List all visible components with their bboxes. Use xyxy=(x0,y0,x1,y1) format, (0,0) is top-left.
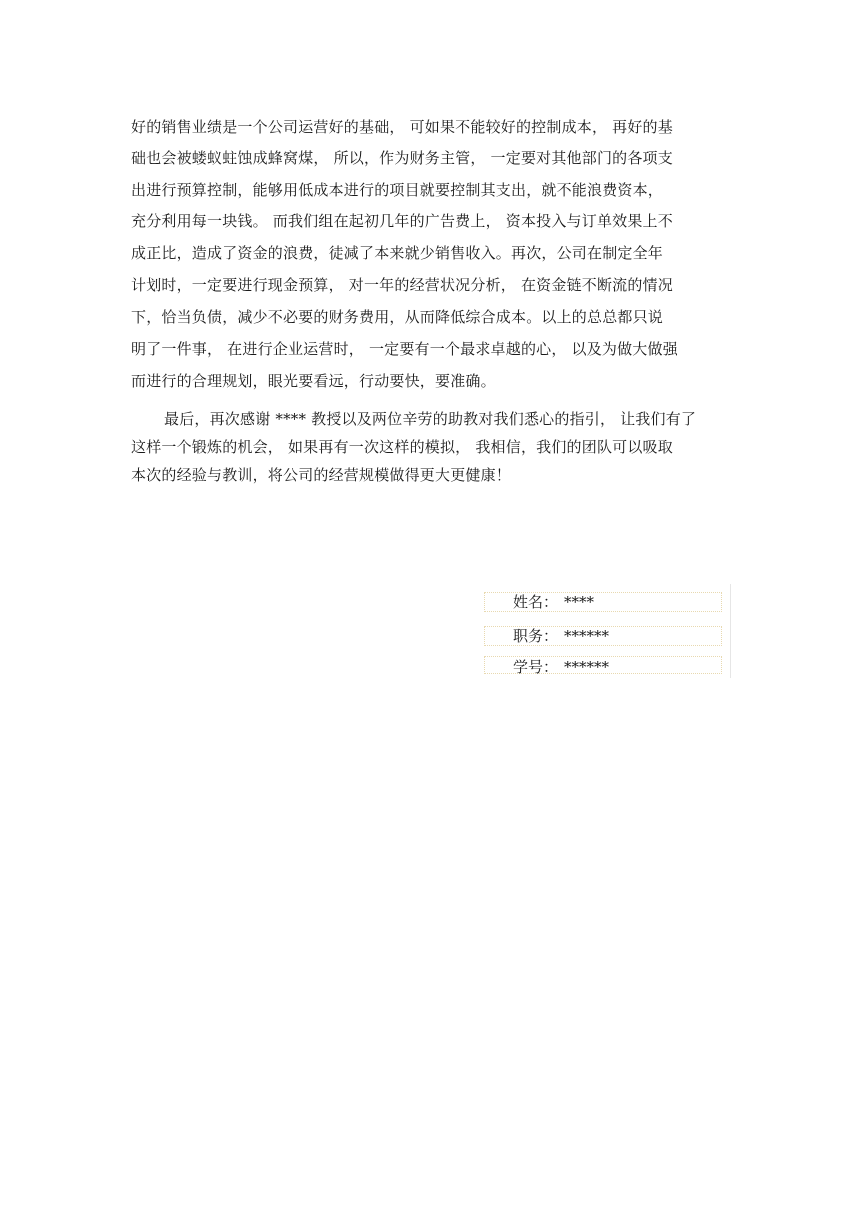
paragraph-2-line-2: 这样一个锻炼的机会， 如果再有一次这样的模拟， 我相信，我们的团队可以吸取 xyxy=(131,438,673,456)
signature-name-row xyxy=(513,592,594,612)
name-value: **** xyxy=(564,593,595,611)
signature-title-row xyxy=(513,626,609,646)
id-value: ****** xyxy=(564,658,610,676)
paragraph-1-line-5: 成正比，造成了资金的浪费，徒减了本来就少销售收入。再次，公司在制定全年 xyxy=(131,244,664,262)
paragraph-1-line-1: 好的销售业绩是一个公司运营好的基础， 可如果不能较好的控制成本， 再好的基 xyxy=(131,118,673,136)
paragraph-1-line-4: 充分利用每一块钱。 而我们组在起初几年的广告费上， 资本投入与订单效果上不 xyxy=(131,212,673,230)
paragraph-1-line-6: 计划时，一定要进行现金预算， 对一年的经营状况分析， 在资金链不断流的情况 xyxy=(131,276,673,294)
paragraph-2-line-3: 本次的经验与教训，将公司的经营规模做得更大更健康！ xyxy=(131,466,512,484)
paragraph-1-line-2: 础也会被蝼蚁蛀蚀成蜂窝煤， 所以，作为财务主管， 一定要对其他部门的各项支 xyxy=(131,149,673,167)
name-label: 姓名： xyxy=(513,593,559,611)
paragraph-1-line-7: 下，恰当负债，减少不必要的财务费用，从而降低综合成本。以上的总总都只说 xyxy=(131,308,664,326)
paragraph-1-line-3: 出进行预算控制，能够用低成本进行的项目就要控制其支出，就不能浪费资本， xyxy=(131,181,664,199)
paragraph-2-line-1: 最后，再次感谢 **** 教授以及两位辛劳的助教对我们悉心的指引， 让我们有了 xyxy=(164,410,697,428)
signature-block xyxy=(480,584,731,678)
title-value: ****** xyxy=(564,627,610,645)
paragraph-1-line-9: 而进行的合理规划，眼光要看远，行动要快，要准确。 xyxy=(131,372,496,390)
title-label: 职务： xyxy=(513,627,559,645)
id-label: 学号： xyxy=(513,658,559,676)
signature-id-row xyxy=(513,657,609,677)
paragraph-1-line-8: 明了一件事， 在进行企业运营时， 一定要有一个最求卓越的心， 以及为做大做强 xyxy=(131,340,678,358)
